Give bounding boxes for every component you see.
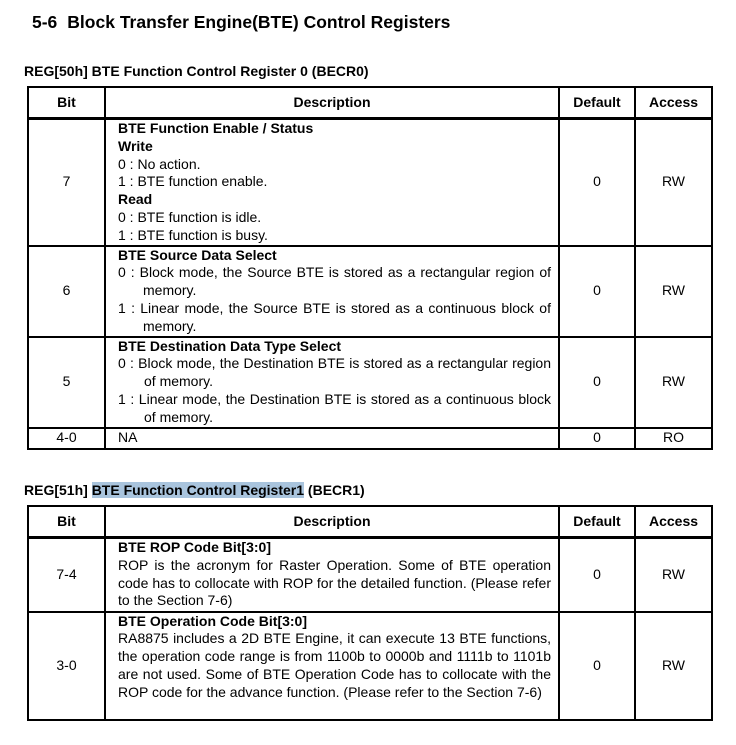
description-cell: [105, 538, 559, 612]
table-row: [28, 538, 712, 612]
description-subhead: Write: [118, 137, 153, 154]
reg51-caption-prefix: REG[51h]: [24, 482, 88, 498]
description-cell: [105, 119, 559, 246]
header-description: Description: [105, 506, 559, 538]
access-cell: RW: [635, 119, 712, 246]
default-cell: 0: [559, 538, 635, 612]
table-row: [28, 119, 712, 246]
description-subhead: Read: [118, 191, 153, 208]
header-description: Description: [105, 87, 559, 119]
header-access: Access: [635, 87, 712, 119]
access-cell: RW: [635, 612, 712, 720]
default-cell: 0: [559, 428, 635, 449]
bit-cell: 7-4: [28, 538, 105, 612]
reg51-caption: [24, 482, 365, 498]
default-cell: 0: [559, 119, 635, 246]
section-number: 5-6: [32, 12, 58, 32]
table-row: [28, 246, 712, 337]
description-title: BTE Destination Data Type Select: [118, 337, 342, 354]
section-heading: Block Transfer Engine(BTE) Control Registers: [67, 12, 451, 32]
header-bit: Bit: [28, 506, 105, 538]
description-cell: [105, 612, 559, 720]
table-header-row: [28, 506, 712, 538]
bit-cell: 6: [28, 246, 105, 337]
header-access: Access: [635, 506, 712, 538]
bit-cell: 5: [28, 337, 105, 428]
header-bit: Bit: [28, 87, 105, 119]
reg50-table: [27, 86, 713, 450]
description-text: ROP is the acronym for Raster Operation. Some of BTE operation code has to collocate with ROP for the detailed function. (Please refer to the Section 7-6): [118, 556, 551, 609]
table-header-row: [28, 87, 712, 119]
access-cell: RW: [635, 538, 712, 612]
description-title: BTE Source Data Select: [118, 246, 277, 263]
header-default: Default: [559, 87, 635, 119]
bit-cell: 3-0: [28, 612, 105, 720]
bit-cell: 4-0: [28, 428, 105, 449]
description-line: 0 : Block mode, the Destination BTE is stored as a rectangular region of memory.: [118, 355, 551, 390]
description-title: NA: [118, 429, 138, 446]
description-line: 1 : Linear mode, the Source BTE is stored as a continuous block of memory.: [118, 299, 551, 334]
description-line: 1 : BTE function enable.: [118, 173, 268, 190]
description-text: RA8875 includes a 2D BTE Engine, it can execute 13 BTE functions, the operation code range is from 1100b to 0000b and 1111b to 1101b are not used. Some of BTE Operation Code has to collocate with the ROP code for the advance function. (Please refer to the Section 7-6): [118, 630, 551, 700]
description-line: 0 : Block mode, the Source BTE is stored as a rectangular region of memory.: [118, 264, 551, 299]
table-row: [28, 428, 712, 449]
description-cell: [105, 246, 559, 337]
access-cell: RW: [635, 337, 712, 428]
reg51-caption-highlight: BTE Function Control Register1: [91, 482, 305, 498]
description-title: BTE ROP Code Bit[3:0]: [118, 539, 271, 555]
description-line: 1 : BTE function is busy.: [118, 226, 268, 243]
section-title: [32, 12, 450, 33]
description-title: BTE Function Enable / Status: [118, 120, 314, 136]
header-default: Default: [559, 506, 635, 538]
default-cell: 0: [559, 246, 635, 337]
reg51-table: [27, 505, 713, 721]
default-cell: 0: [559, 337, 635, 428]
default-cell: 0: [559, 612, 635, 720]
description-cell: [105, 337, 559, 428]
bit-cell: 7: [28, 119, 105, 246]
description-cell: [105, 428, 559, 449]
description-title: BTE Operation Code Bit[3:0]: [118, 612, 308, 629]
table-row: [28, 337, 712, 428]
description-line: 0 : No action.: [118, 155, 201, 172]
table-row: [28, 612, 712, 720]
description-line: 0 : BTE function is idle.: [118, 208, 262, 225]
access-cell: RW: [635, 246, 712, 337]
reg50-caption: REG[50h] BTE Function Control Register 0 (BECR0): [24, 63, 369, 79]
reg51-caption-suffix: (BECR1): [307, 482, 365, 498]
access-cell: RO: [635, 428, 712, 449]
description-line: 1 : Linear mode, the Destination BTE is stored as a continuous block of memory.: [118, 390, 551, 425]
